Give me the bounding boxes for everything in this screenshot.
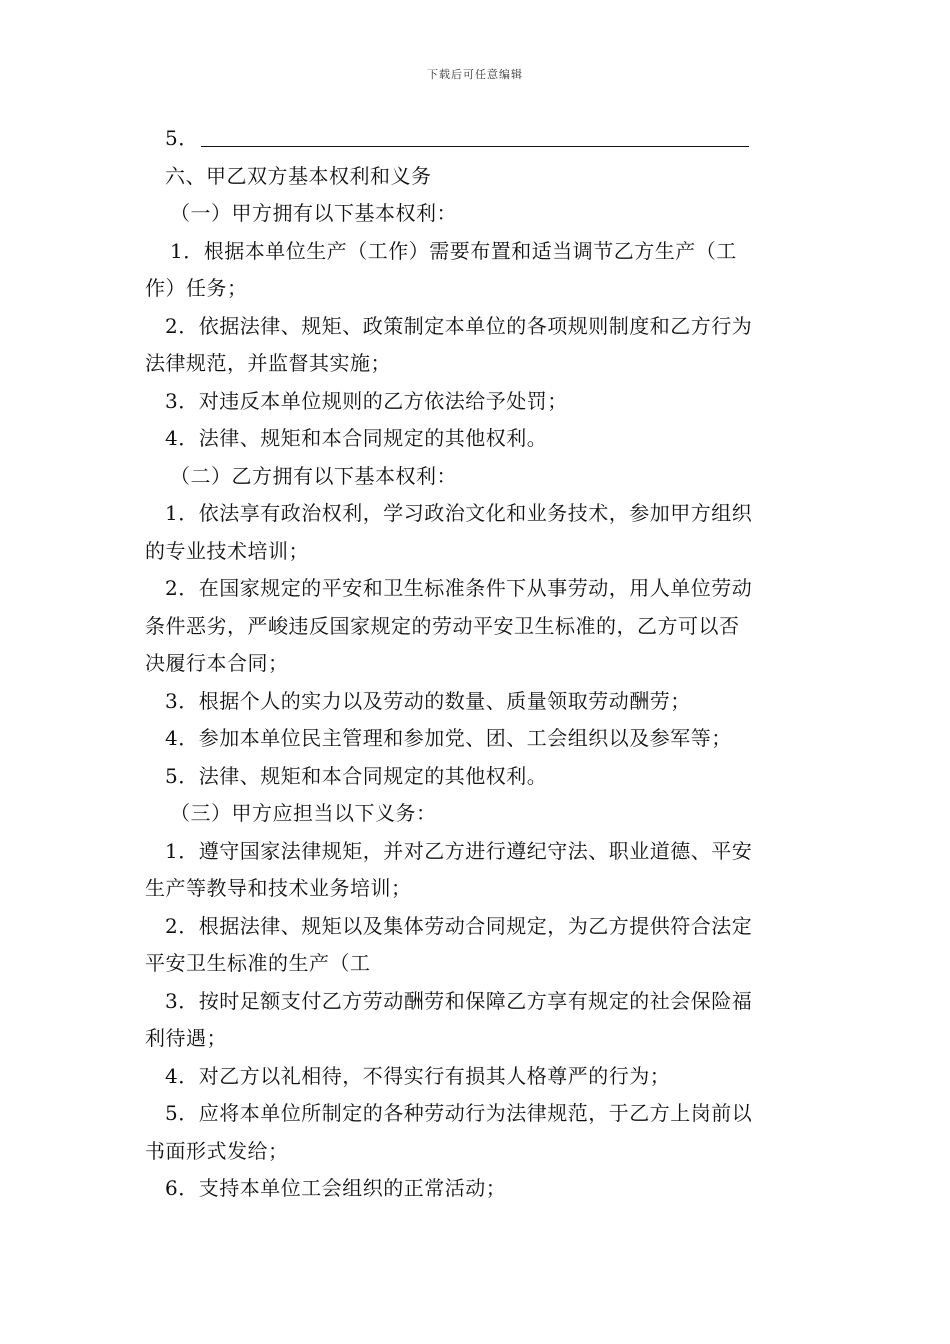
text-line: 4．对乙方以礼相待，不得实行有损其人格尊严的行为；	[165, 1063, 671, 1088]
text-line: 法律规范，并监督其实施；	[145, 351, 391, 375]
text-line: 3．对违反本单位规则的乙方依法给予处罚；	[165, 388, 568, 413]
text-line: 4．参加本单位民主管理和参加党、团、工会组织以及参军等；	[165, 726, 732, 750]
text-line: 1．根据本单位生产（工作）需要布置和适当调节乙方生产（工	[170, 238, 737, 263]
item-number: 5．	[165, 126, 199, 150]
text-line: 书面形式发给；	[145, 1138, 289, 1163]
text-line: 2．在国家规定的平安和卫生标准条件下从事劳动，用人单位劳动	[165, 576, 753, 600]
text-line: 条件恶劣，严峻违反国家规定的劳动平安卫生标准的，乙方可以否	[145, 613, 740, 638]
page-header: 下载后可任意编辑	[427, 68, 523, 81]
text-line: 作）任务；	[145, 276, 248, 300]
text-line: 2．依据法律、规矩、政策制定本单位的各项规则制度和乙方行为	[165, 313, 753, 338]
fill-in-blank-line	[201, 126, 749, 147]
item-5-blank	[145, 120, 810, 158]
text-line: 六、甲乙双方基本权利和义务	[165, 163, 432, 188]
text-line: 3．根据个人的实力以及劳动的数量、质量领取劳动酬劳；	[165, 688, 691, 713]
text-line: 4．法律、规矩和本合同规定的其他权利。	[165, 426, 548, 450]
text-line: 生产等教导和技术业务培训；	[145, 876, 412, 900]
document-body	[145, 120, 810, 1208]
text-line: 5．法律、规矩和本合同规定的其他权利。	[165, 763, 548, 788]
text-line: 平安卫生标准的生产（工	[145, 951, 371, 975]
text-line: 2．根据法律、规矩以及集体劳动合同规定，为乙方提供符合法定	[165, 913, 753, 938]
text-line: 3．按时足额支付乙方劳动酬劳和保障乙方享有规定的社会保险福	[165, 988, 753, 1013]
text-line: 利待遇；	[145, 1026, 227, 1050]
text-line: 6．支持本单位工会组织的正常活动；	[165, 1176, 507, 1200]
text-line: （二）乙方拥有以下基本权利：	[170, 463, 457, 488]
paragraph-lines	[145, 158, 810, 1208]
text-line: 1．遵守国家法律规矩，并对乙方进行遵纪守法、职业道德、平安	[165, 838, 753, 863]
text-line: 1．依法享有政治权利，学习政治文化和业务技术，参加甲方组织	[165, 501, 753, 525]
text-line: （三）甲方应担当以下义务：	[170, 801, 437, 825]
text-line: （一）甲方拥有以下基本权利：	[170, 201, 457, 225]
text-line: 决履行本合同；	[145, 651, 289, 675]
text-line: 的专业技术培训；	[145, 538, 309, 563]
text-line: 5．应将本单位所制定的各种劳动行为法律规范，于乙方上岗前以	[165, 1101, 753, 1125]
